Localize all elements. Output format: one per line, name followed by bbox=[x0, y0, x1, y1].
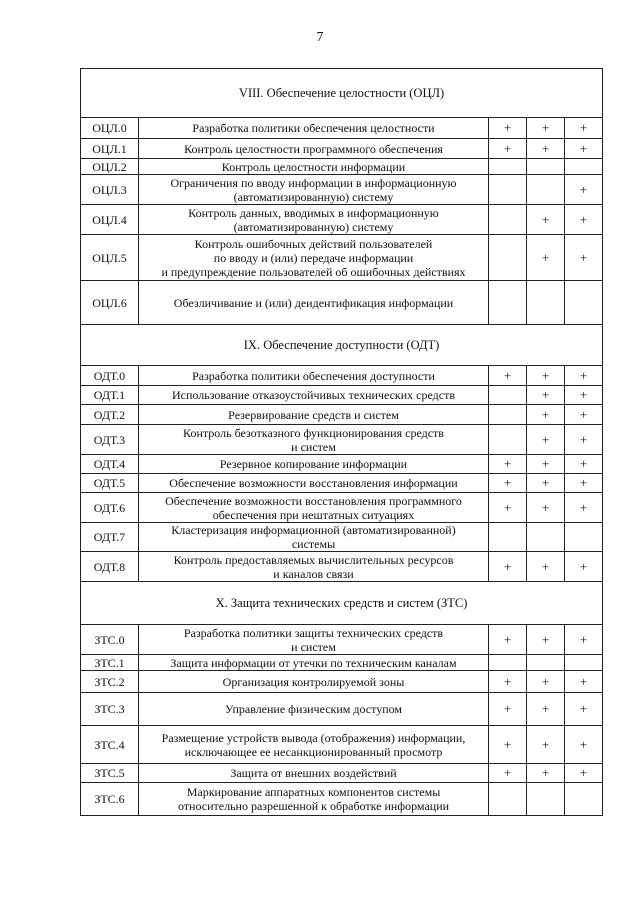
measure-name bbox=[139, 726, 489, 764]
class-mark-3: + bbox=[565, 693, 603, 726]
measure-name bbox=[139, 175, 489, 205]
measure-name-line: Защита информации от утечки по техническим каналам bbox=[170, 655, 457, 670]
class-mark-2: + bbox=[527, 118, 565, 139]
class-mark-2: + bbox=[527, 366, 565, 386]
class-mark-1 bbox=[489, 783, 527, 816]
class-mark-3 bbox=[565, 655, 603, 671]
measure-row bbox=[81, 493, 603, 523]
measure-row bbox=[81, 118, 603, 139]
measure-code: ОДТ.1 bbox=[81, 386, 139, 405]
measure-row bbox=[81, 764, 603, 783]
measure-name-line: и систем bbox=[291, 639, 336, 654]
class-mark-3: + bbox=[565, 474, 603, 493]
measure-name bbox=[139, 405, 489, 425]
class-mark-2 bbox=[527, 175, 565, 205]
measure-code: ЗТС.0 bbox=[81, 625, 139, 655]
class-mark-1 bbox=[489, 159, 527, 175]
class-mark-3 bbox=[565, 159, 603, 175]
measure-name bbox=[139, 455, 489, 474]
class-mark-1: + bbox=[489, 625, 527, 655]
class-mark-1: + bbox=[489, 552, 527, 582]
measure-name bbox=[139, 235, 489, 281]
measure-name-line: Кластеризация информационной (автоматизированной) bbox=[171, 523, 456, 537]
class-mark-1 bbox=[489, 281, 527, 325]
class-mark-2: + bbox=[527, 671, 565, 693]
class-mark-2: + bbox=[527, 474, 565, 493]
class-mark-1: + bbox=[489, 693, 527, 726]
measure-name bbox=[139, 425, 489, 455]
measure-code: ЗТС.3 bbox=[81, 693, 139, 726]
measure-row bbox=[81, 552, 603, 582]
class-mark-2: + bbox=[527, 726, 565, 764]
measure-name-line: Разработка политики обеспечения доступности bbox=[192, 368, 435, 383]
measure-row bbox=[81, 625, 603, 655]
class-mark-2: + bbox=[527, 386, 565, 405]
section-title: VIII. Обеспечение целостности (ОЦЛ) bbox=[81, 69, 603, 118]
measure-name bbox=[139, 139, 489, 159]
measure-row bbox=[81, 175, 603, 205]
class-mark-1: + bbox=[489, 139, 527, 159]
section-header-row bbox=[81, 582, 603, 625]
measure-name bbox=[139, 386, 489, 405]
measure-name-line: Резервное копирование информации bbox=[219, 457, 408, 471]
class-mark-3 bbox=[565, 523, 603, 552]
measure-row bbox=[81, 386, 603, 405]
measure-name-line: Обеспечение возможности восстановления информации bbox=[169, 476, 458, 490]
class-mark-2: + bbox=[527, 139, 565, 159]
measure-name bbox=[139, 205, 489, 235]
measure-code: ОДТ.0 bbox=[81, 366, 139, 386]
class-mark-3 bbox=[565, 281, 603, 325]
measure-name-line: Контроль целостности программного обеспечения bbox=[184, 141, 443, 156]
class-mark-3: + bbox=[565, 493, 603, 523]
section-header-row bbox=[81, 325, 603, 366]
page-number: 7 bbox=[316, 30, 324, 45]
class-mark-1 bbox=[489, 175, 527, 205]
class-mark-1 bbox=[489, 386, 527, 405]
class-mark-2: + bbox=[527, 235, 565, 281]
class-mark-2 bbox=[527, 281, 565, 325]
measure-row bbox=[81, 281, 603, 325]
class-mark-3: + bbox=[565, 764, 603, 783]
measure-row bbox=[81, 139, 603, 159]
measure-name bbox=[139, 474, 489, 493]
measure-row bbox=[81, 474, 603, 493]
class-mark-3: + bbox=[565, 118, 603, 139]
class-mark-3: + bbox=[565, 205, 603, 235]
class-mark-1 bbox=[489, 235, 527, 281]
measure-name bbox=[139, 118, 489, 139]
measure-row bbox=[81, 405, 603, 425]
section-title: X. Защита технических средств и систем (ЗТС) bbox=[81, 582, 603, 625]
measure-row bbox=[81, 455, 603, 474]
measure-name-line: и систем bbox=[291, 439, 336, 454]
measure-row bbox=[81, 205, 603, 235]
measure-code: ОЦЛ.6 bbox=[81, 281, 139, 325]
class-mark-1: + bbox=[489, 455, 527, 474]
measure-name bbox=[139, 671, 489, 693]
measure-name-line: Контроль ошибочных действий пользователей bbox=[194, 236, 433, 251]
measure-code: ЗТС.2 bbox=[81, 671, 139, 693]
class-mark-2: + bbox=[527, 625, 565, 655]
class-mark-1 bbox=[489, 205, 527, 235]
measure-name bbox=[139, 552, 489, 582]
class-mark-3: + bbox=[565, 425, 603, 455]
measure-name-line: Размещение устройств вывода (отображения) информации, bbox=[161, 730, 466, 745]
measure-code: ОДТ.3 bbox=[81, 425, 139, 455]
class-mark-1 bbox=[489, 425, 527, 455]
measure-code: ЗТС.1 bbox=[81, 655, 139, 671]
class-mark-1 bbox=[489, 405, 527, 425]
measure-row bbox=[81, 655, 603, 671]
class-mark-1: + bbox=[489, 474, 527, 493]
measure-row bbox=[81, 783, 603, 816]
measure-row bbox=[81, 726, 603, 764]
measure-name bbox=[139, 366, 489, 386]
measure-name-line: и каналов связи bbox=[273, 566, 354, 581]
security-measures-table bbox=[80, 68, 603, 816]
class-mark-2: + bbox=[527, 455, 565, 474]
class-mark-3: + bbox=[565, 139, 603, 159]
measure-code: ОДТ.6 bbox=[81, 493, 139, 523]
measure-name-line: Контроль целостности информации bbox=[221, 159, 406, 174]
measure-name bbox=[139, 693, 489, 726]
class-mark-2: + bbox=[527, 764, 565, 783]
measure-code: ОЦЛ.3 bbox=[81, 175, 139, 205]
measure-code: ОДТ.7 bbox=[81, 523, 139, 552]
measure-name bbox=[139, 493, 489, 523]
measure-name-line: и предупреждение пользователей об ошибочных действиях bbox=[161, 264, 466, 279]
measure-name-line: Защита от внешних воздействий bbox=[230, 766, 397, 780]
measure-name bbox=[139, 655, 489, 671]
class-mark-3: + bbox=[565, 455, 603, 474]
measure-name bbox=[139, 764, 489, 783]
class-mark-3: + bbox=[565, 405, 603, 425]
measure-code: ОДТ.8 bbox=[81, 552, 139, 582]
measure-name-line: системы bbox=[291, 537, 336, 551]
measure-code: ЗТС.4 bbox=[81, 726, 139, 764]
measure-name-line: относительно разрешенной к обработке информации bbox=[177, 799, 450, 813]
measure-row bbox=[81, 693, 603, 726]
measure-row bbox=[81, 425, 603, 455]
measure-name-line: Ограничения по вводу информации в информационную bbox=[170, 175, 457, 190]
class-mark-2: + bbox=[527, 493, 565, 523]
class-mark-3: + bbox=[565, 625, 603, 655]
class-mark-3: + bbox=[565, 386, 603, 405]
class-mark-3: + bbox=[565, 235, 603, 281]
measure-name bbox=[139, 281, 489, 325]
class-mark-2: + bbox=[527, 405, 565, 425]
measure-row bbox=[81, 671, 603, 693]
measure-name-line: (автоматизированную) систему bbox=[233, 189, 394, 204]
class-mark-2 bbox=[527, 159, 565, 175]
measure-name-line: исключающее ее несанкционированный просмотр bbox=[184, 744, 443, 759]
measure-code: ЗТС.6 bbox=[81, 783, 139, 816]
measure-name-line: обеспечения при нештатных ситуациях bbox=[212, 507, 415, 522]
class-mark-1 bbox=[489, 523, 527, 552]
class-mark-3: + bbox=[565, 671, 603, 693]
class-mark-2 bbox=[527, 523, 565, 552]
class-mark-3: + bbox=[565, 366, 603, 386]
class-mark-3 bbox=[565, 783, 603, 816]
measure-name-line: Обеспечение возможности восстановления программного bbox=[165, 493, 462, 508]
class-mark-1: + bbox=[489, 118, 527, 139]
class-mark-2 bbox=[527, 655, 565, 671]
measure-name-line: Использование отказоустойчивых технических средств bbox=[171, 388, 455, 402]
measure-name-line: (автоматизированную) систему bbox=[233, 219, 394, 234]
section-header-row bbox=[81, 69, 603, 118]
class-mark-1 bbox=[489, 655, 527, 671]
measure-name bbox=[139, 625, 489, 655]
class-mark-2: + bbox=[527, 552, 565, 582]
class-mark-1: + bbox=[489, 726, 527, 764]
measure-code: ОЦЛ.1 bbox=[81, 139, 139, 159]
measure-code: ОДТ.5 bbox=[81, 474, 139, 493]
measure-name-line: Резервирование средств и систем bbox=[228, 407, 399, 422]
measure-name bbox=[139, 523, 489, 552]
measure-name-line: Разработка политики защиты технических средств bbox=[183, 625, 444, 640]
measure-name-line: по вводу и (или) передаче информации bbox=[213, 250, 414, 265]
measure-code: ОЦЛ.2 bbox=[81, 159, 139, 175]
measure-row bbox=[81, 366, 603, 386]
measure-code: ОЦЛ.5 bbox=[81, 235, 139, 281]
measure-code: ОДТ.4 bbox=[81, 455, 139, 474]
class-mark-2: + bbox=[527, 205, 565, 235]
measure-name bbox=[139, 783, 489, 816]
class-mark-2: + bbox=[527, 425, 565, 455]
class-mark-1: + bbox=[489, 366, 527, 386]
measure-code: ОЦЛ.0 bbox=[81, 118, 139, 139]
section-title: IX. Обеспечение доступности (ОДТ) bbox=[81, 325, 603, 366]
measure-code: ОДТ.2 bbox=[81, 405, 139, 425]
measure-name-line: Контроль данных, вводимых в информационную bbox=[188, 205, 439, 220]
measure-row bbox=[81, 159, 603, 175]
class-mark-3: + bbox=[565, 175, 603, 205]
class-mark-1: + bbox=[489, 764, 527, 783]
measure-name-line: Контроль безотказного функционирования средств bbox=[183, 425, 444, 440]
measure-name-line: Маркирование аппаратных компонентов системы bbox=[186, 785, 441, 799]
class-mark-2: + bbox=[527, 693, 565, 726]
measure-name-line: Обезличивание и (или) деидентификация информации bbox=[173, 295, 454, 310]
measure-name-line: Контроль предоставляемых вычислительных ресурсов bbox=[173, 552, 454, 567]
measure-name-line: Организация контролируемой зоны bbox=[222, 674, 405, 689]
measure-code: ОЦЛ.4 bbox=[81, 205, 139, 235]
measure-row bbox=[81, 523, 603, 552]
measure-name-line: Разработка политики обеспечения целостности bbox=[192, 121, 435, 135]
measure-name-line: Управление физическим доступом bbox=[225, 702, 402, 716]
measure-code: ЗТС.5 bbox=[81, 764, 139, 783]
class-mark-1: + bbox=[489, 671, 527, 693]
measure-row bbox=[81, 235, 603, 281]
class-mark-2 bbox=[527, 783, 565, 816]
class-mark-3: + bbox=[565, 726, 603, 764]
class-mark-1: + bbox=[489, 493, 527, 523]
class-mark-3: + bbox=[565, 552, 603, 582]
measure-name bbox=[139, 159, 489, 175]
